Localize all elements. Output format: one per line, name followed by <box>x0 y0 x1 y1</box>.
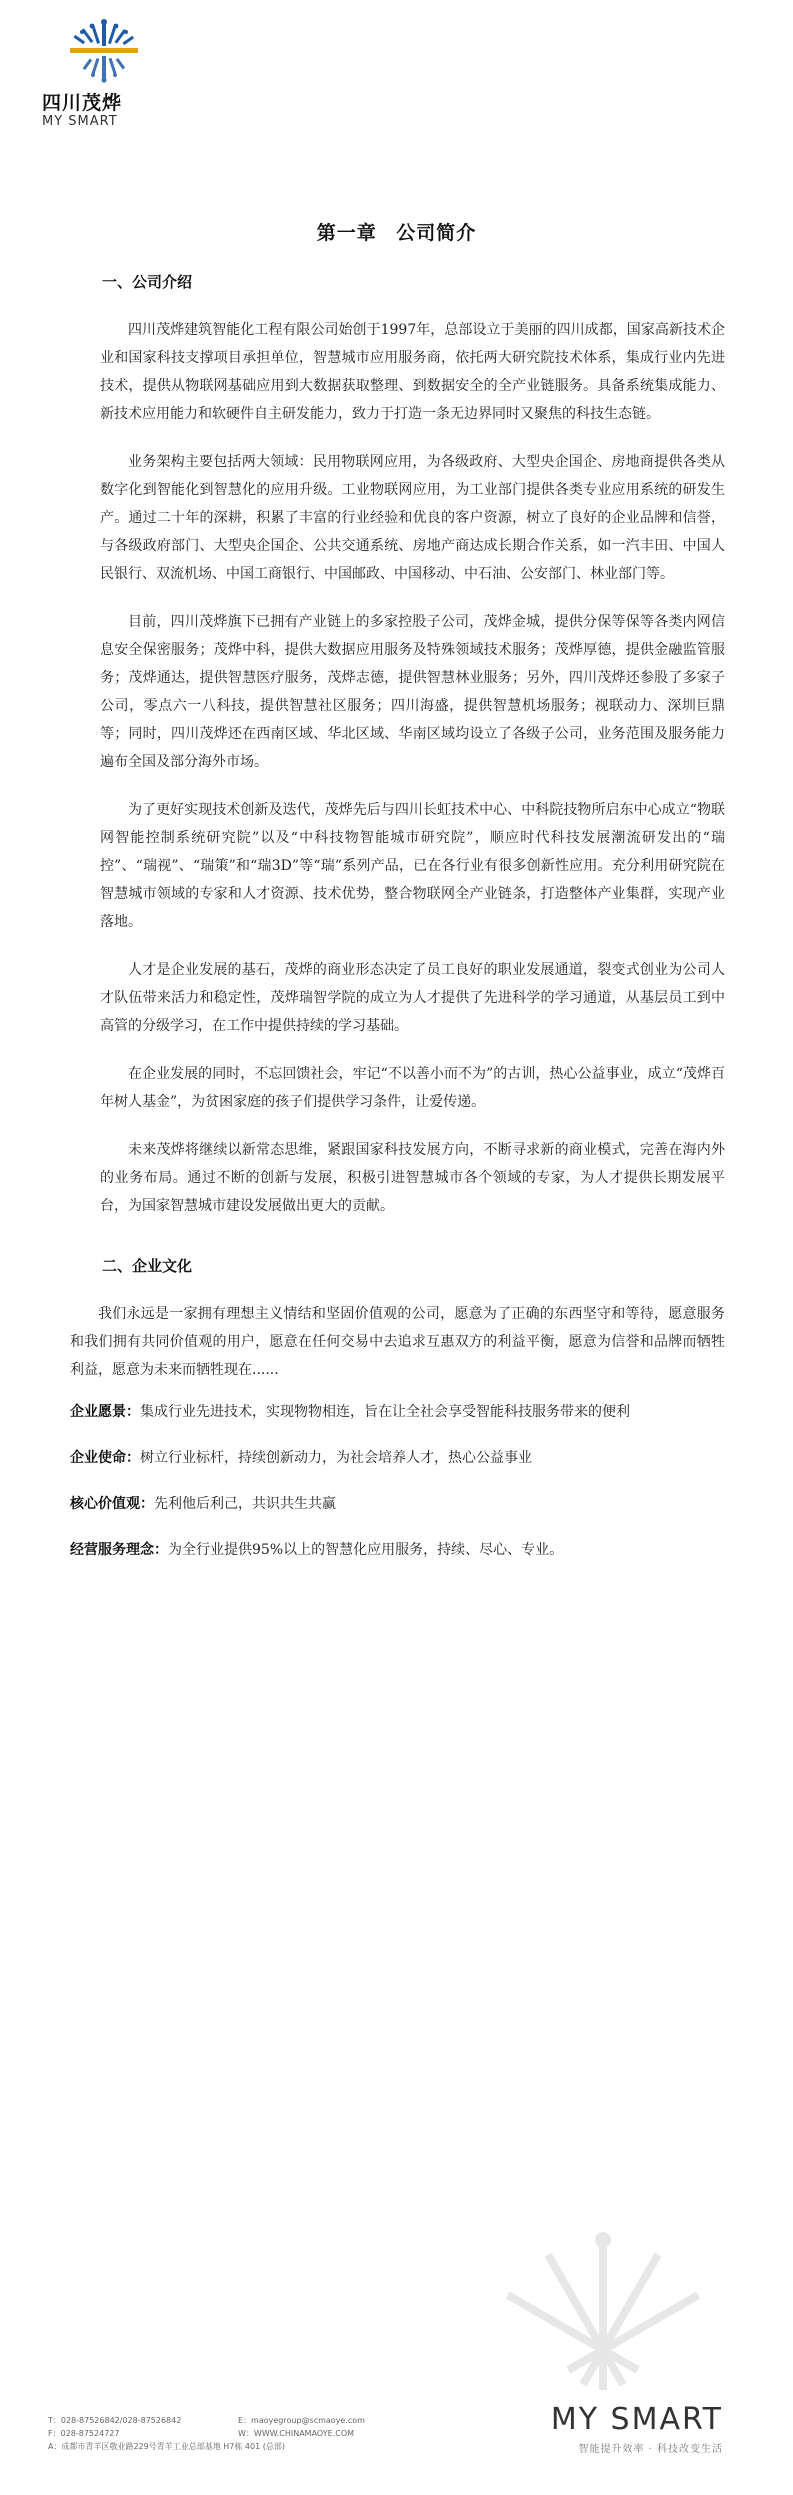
chapter-title: 第一章 公司简介 <box>316 222 477 244</box>
culture-item-text: 集成行业先进技术，实现物物相连，旨在让全社会享受智能科技服务带来的便利 <box>140 1404 630 1420</box>
paragraph: 在企业发展的同时，不忘回馈社会，牢记“不以善小而不为”的古训，热心公益事业，成立“茂烨百年树人基金”，为贫困家庭的孩子们提供学习条件，让爱传递。 <box>100 1066 725 1110</box>
snowflake-logo-icon <box>64 18 144 84</box>
section-heading-company-intro: 一、公司介绍 <box>102 273 193 291</box>
section-heading-corporate-culture: 二、企业文化 <box>102 1257 193 1275</box>
culture-item-label: 经营服务理念： <box>70 1542 168 1558</box>
culture-item-label: 企业使命： <box>70 1450 140 1466</box>
company-logo <box>42 18 182 128</box>
culture-item-text: 树立行业标杆，持续创新动力，为社会培养人才，热心公益事业 <box>140 1450 532 1466</box>
culture-item-service-philosophy <box>70 1536 725 1564</box>
footer-contact-info <box>48 2414 468 2453</box>
footer-phone: T：028-87526842/028-87526842 <box>48 2416 182 2425</box>
footer-brand-name: MY SMART <box>550 2402 723 2437</box>
culture-item-label: 企业愿景： <box>70 1404 140 1420</box>
paragraph: 业务架构主要包括两大领域：民用物联网应用，为各级政府、大型央企国企、房地商提供各类从数字化到智能化到智慧化的应用升级。工业物联网应用，为工业部门提供各类专业应用系统的研发生产。通过二十年的深耕，积累了丰富的行业经验和优良的客户资源，树立了良好的企业品牌和信誉，与各级政府部门、大型央企国企、公共交通系统、房地产商达成长期合作关系，如一汽丰田、中国人民银行、双流机场、中国工商银行、中国邮政、中国移动、中石油、公安部门、林业部门等。 <box>100 454 725 582</box>
culture-item-label: 核心价值观： <box>70 1496 154 1512</box>
logo-english-name: MY SMART <box>42 114 118 129</box>
paragraph: 目前，四川茂烨旗下已拥有产业链上的多家控股子公司，茂烨金城，提供分保等保等各类内网信息安全保密服务；茂烨中科，提供大数据应用服务及特殊领域技术服务；茂烨厚德，提供金融监管服务；茂烨通达，提供智慧医疗服务，茂烨志德，提供智慧林业服务；另外，四川茂烨还参股了多家子公司，零点六一八科技，提供智慧社区服务；四川海盛，提供智慧机场服务；视联动力、深圳巨鼎等；同时，四川茂烨还在西南区域、华北区域、华南区域均设立了各级子公司，业务范围及服务能力遍布全国及部分海外市场。 <box>100 614 725 770</box>
paragraph: 未来茂烨将继续以新常态思维，紧跟国家科技发展方向，不断寻求新的商业模式，完善在海内外的业务布局。通过不断的创新与发展，积极引进智慧城市各个领域的专家，为人才提供长期发展平台，为国家智慧城市建设发展做出更大的贡献。 <box>100 1142 725 1214</box>
logo-chinese-name: 四川茂烨 <box>42 92 123 114</box>
paragraph: 四川茂烨建筑智能化工程有限公司始创于1997年，总部设立于美丽的四川成都，国家高新技术企业和国家科技支撑项目承担单位，智慧城市应用服务商，依托两大研究院技术体系，集成行业内先进技术，提供从物联网基础应用到大数据获取整理、到数据安全的全产业链服务。具备系统集成能力、新技术应用能力和软硬件自主研发能力，致力于打造一条无边界同时又聚焦的科技生态链。 <box>100 322 725 422</box>
footer-brand <box>551 2402 723 2455</box>
footer-email: E：maoyegroup@scmaoye.com <box>238 2416 365 2425</box>
page-footer <box>0 2390 793 2495</box>
culture-intro-paragraph: 我们永远是一家拥有理想主义情结和坚固价值观的公司，愿意为了正确的东西坚守和等待，愿意服务和我们拥有共同价值观的用户，愿意在任何交易中去追求互惠双方的利益平衡，愿意为信誉和品牌而牺牲利益，愿意为未来而牺牲现在...... <box>70 1306 725 1378</box>
paragraph: 为了更好实现技术创新及迭代，茂烨先后与四川长虹技术中心、中科院技物所启东中心成立“物联网智能控制系统研究院”以及“中科技物智能城市研究院”，顺应时代科技发展潮流研发出的“瑞控”、“瑞视”、“瑞策”和“瑞3D”等“瑞”系列产品，已在各行业有很多创新性应用。充分利用研究院在智慧城市领域的专家和人才资源、技术优势，整合物联网全产业链条，打造整体产业集群，实现产业落地。 <box>100 802 725 930</box>
culture-item-text: 先利他后利己，共识共生共赢 <box>154 1496 336 1512</box>
paragraph: 人才是企业发展的基石，茂烨的商业形态决定了员工良好的职业发展通道，裂变式创业为公司人才队伍带来活力和稳定性，茂烨瑞智学院的成立为人才提供了先进科学的学习通道，从基层员工到中高管的分级学习，在工作中提供持续的学习基础。 <box>100 962 725 1034</box>
document-body <box>70 270 725 1582</box>
culture-item-text: 为全行业提供95%以上的智慧化应用服务，持续、尽心、专业。 <box>168 1542 564 1558</box>
footer-website: W：WWW.CHINAMAOYE.COM <box>238 2429 355 2438</box>
footer-slogan: 智能提升效率 · 科技改变生活 <box>578 2444 723 2455</box>
footer-address: A：成都市青羊区敬业路229号青羊工业总部基地 H7栋 401 (总部) <box>48 2442 285 2451</box>
culture-item-mission <box>70 1444 725 1472</box>
section-corporate-culture <box>70 1254 725 1564</box>
culture-item-vision <box>70 1398 725 1426</box>
footer-fax: F：028-87524727 <box>48 2429 120 2438</box>
culture-item-core-values <box>70 1490 725 1518</box>
